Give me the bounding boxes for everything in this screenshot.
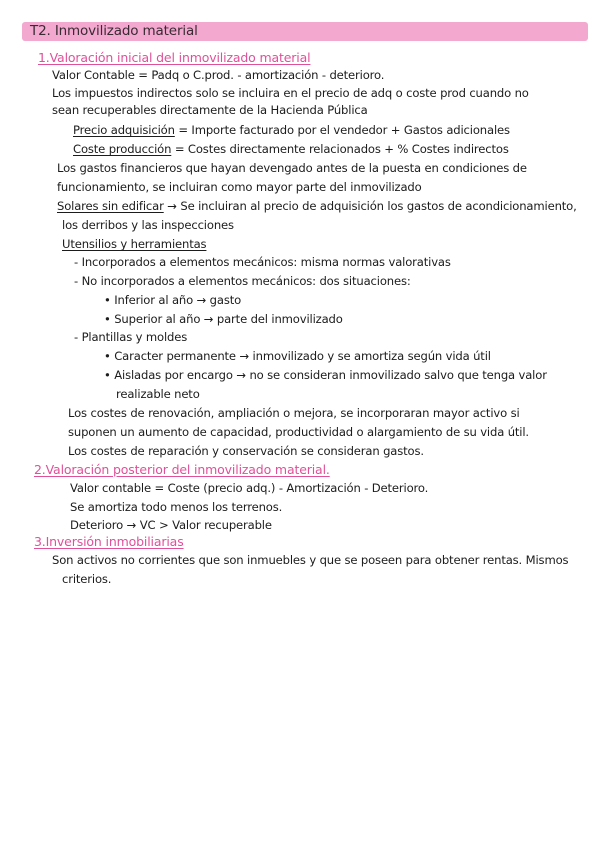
s2-line-1: Se amortiza todo menos los terrenos. — [70, 500, 283, 514]
s2-line-0: Valor contable = Coste (precio adq.) - Amortización - Deterioro. — [70, 481, 429, 495]
solares-term: Solares sin edificar — [57, 199, 164, 213]
section-3-heading: 3.Inversión inmobiliarias — [34, 534, 184, 549]
s1-line-18: Los costes de renovación, ampliación o mejora, se incorporaran mayor activo si — [68, 406, 520, 420]
s1-line-11: - No incorporados a elementos mecánicos: dos situaciones: — [74, 274, 411, 288]
s1-line-10: - Incorporados a elementos mecánicos: misma normas valorativas — [74, 255, 451, 269]
s1-line-solares — [57, 199, 577, 214]
s1-line-8: los derribos y las inspecciones — [62, 218, 234, 232]
section-1-heading: 1.Valoración inicial del inmovilizado material — [38, 50, 311, 65]
precio-adquisicion-def: = Importe facturado por el vendedor + Gastos adicionales — [174, 123, 510, 137]
s3-line-0: Son activos no corrientes que son inmuebles y que se poseen para obtener rentas. Mismos — [52, 553, 569, 567]
s1-line-utensilios — [62, 237, 206, 252]
precio-adquisicion-term: Precio adquisición — [73, 123, 175, 137]
s1-line-19: suponen un aumento de capacidad, productividad o alargamiento de su vida útil. — [68, 425, 529, 439]
s2-line-2: Deterioro → VC > Valor recuperable — [70, 518, 272, 532]
s3-line-1: criterios. — [62, 572, 112, 586]
s1-line-5: Los gastos financieros que hayan devengado antes de la puesta en condiciones de — [57, 161, 527, 175]
s1-line-13: • Superior al año → parte del inmovilizado — [104, 312, 343, 326]
solares-def: → Se incluiran al precio de adquisición los gastos de acondicionamiento, — [163, 199, 577, 213]
s1-line-1: Los impuestos indirectos solo se incluira en el precio de adq o coste prod cuando no — [52, 86, 529, 100]
s1-line-17: realizable neto — [116, 387, 200, 401]
s1-line-6: funcionamiento, se incluiran como mayor parte del inmovilizado — [57, 180, 422, 194]
s1-line-15: • Caracter permanente → inmovilizado y se amortiza según vida útil — [104, 349, 491, 363]
s1-line-precio — [73, 123, 510, 138]
s1-line-12: • Inferior al año → gasto — [104, 293, 242, 307]
s1-line-0: Valor Contable = Padq o C.prod. - amortización - deterioro. — [52, 68, 385, 82]
utensilios-term: Utensilios y herramientas — [62, 237, 207, 251]
s1-line-coste — [73, 142, 509, 157]
section-2-heading: 2.Valoración posterior del inmovilizado material. — [34, 462, 330, 477]
s1-line-2: sean recuperables directamente de la Hacienda Pública — [52, 103, 368, 117]
s1-line-14: - Plantillas y moldes — [74, 330, 188, 344]
s1-line-16: • Aisladas por encargo → no se consideran inmovilizado salvo que tenga valor — [104, 368, 547, 382]
coste-produccion-def: = Costes directamente relacionados + % Costes indirectos — [171, 142, 509, 156]
s1-line-20: Los costes de reparación y conservación se consideran gastos. — [68, 444, 424, 458]
coste-produccion-term: Coste producción — [73, 142, 172, 156]
page-title: T2. Inmovilizado material — [30, 23, 198, 39]
